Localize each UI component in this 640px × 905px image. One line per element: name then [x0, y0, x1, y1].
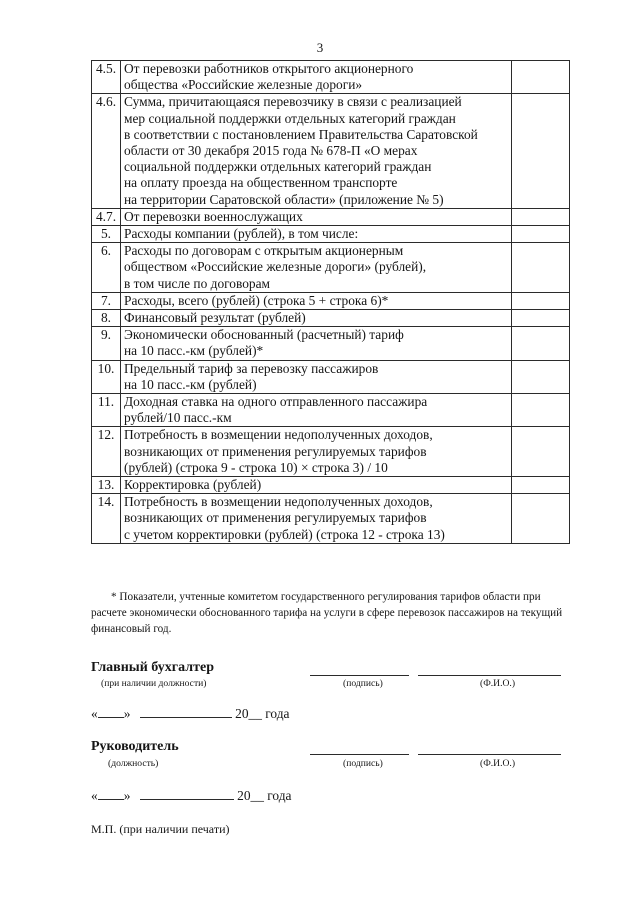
head-position-hint: (должность) — [108, 758, 159, 769]
row-label-line: Потребность в возмещении недополученных доходов, — [124, 494, 433, 510]
table-row — [92, 61, 570, 94]
row-label-line: на оплату проезда на общественном транспорте — [124, 175, 398, 191]
row-number: 13. — [92, 477, 121, 494]
row-label-line: Предельный тариф за перевозку пассажиров — [124, 360, 379, 376]
row-label-line: (рублей) (строка 9 - строка 10) × строка 3) / 10 — [124, 459, 388, 475]
accountant-title: Главный бухгалтер — [91, 660, 214, 675]
row-label — [121, 292, 512, 309]
date-field-1 — [91, 706, 289, 722]
row-label — [121, 394, 512, 427]
row-label — [121, 208, 512, 225]
year-text: 20__ года — [237, 788, 292, 803]
accountant-name-line — [418, 675, 561, 676]
table-row — [92, 394, 570, 427]
row-label-line: рублей/10 пасс.-км — [124, 410, 232, 426]
table-row — [92, 292, 570, 309]
accountant-signature-line — [310, 675, 409, 676]
row-label-line: социальной поддержки отдельных категорий граждан — [124, 159, 432, 175]
page-number: 3 — [316, 40, 324, 55]
table-row — [92, 360, 570, 393]
row-number: 14. — [92, 494, 121, 544]
indicators-table — [91, 60, 570, 544]
row-value-cell — [512, 327, 570, 360]
row-label — [121, 310, 512, 327]
row-label — [121, 243, 512, 293]
table-row — [92, 208, 570, 225]
row-label-line: Доходная ставка на одного отправленного пассажира — [124, 394, 428, 410]
row-number: 11. — [92, 394, 121, 427]
table-row — [92, 494, 570, 544]
row-label-line: на 10 пасс.-км (рублей) — [124, 376, 257, 392]
day-blank — [98, 717, 124, 718]
row-label — [121, 494, 512, 544]
row-label — [121, 427, 512, 477]
row-label-line: в соответствии с постановлением Правительства Саратовской — [124, 126, 478, 142]
table-row — [92, 226, 570, 243]
date-open-quote: « — [91, 788, 98, 803]
row-value-cell — [512, 394, 570, 427]
row-label-line: Финансовый результат (рублей) — [124, 310, 306, 326]
row-number: 6. — [92, 243, 121, 293]
row-value-cell — [512, 477, 570, 494]
row-label — [121, 94, 512, 208]
row-value-cell — [512, 360, 570, 393]
row-label-line: возникающих от применения регулируемых тарифов — [124, 443, 427, 459]
row-number: 4.6. — [92, 94, 121, 208]
head-name-line — [418, 754, 561, 755]
row-number: 5. — [92, 226, 121, 243]
row-label — [121, 360, 512, 393]
table-row — [92, 243, 570, 293]
row-label-line: возникающих от применения регулируемых тарифов — [124, 510, 427, 526]
row-number: 8. — [92, 310, 121, 327]
row-label-line: Сумма, причитающаяся перевозчику в связи с реализацией — [124, 94, 462, 110]
row-value-cell — [512, 292, 570, 309]
head-signature-hint: (подпись) — [343, 758, 383, 769]
table-row — [92, 94, 570, 208]
head-name-hint: (Ф.И.О.) — [480, 758, 516, 769]
row-number: 4.7. — [92, 208, 121, 225]
row-value-cell — [512, 494, 570, 544]
row-label-line: на территории Саратовской области» (приложение № 5) — [124, 191, 444, 207]
row-label-line: Корректировка (рублей) — [124, 477, 262, 493]
head-title: Руководитель — [91, 739, 179, 754]
stamp-note: М.П. (при наличии печати) — [91, 822, 230, 836]
row-value-cell — [512, 61, 570, 94]
footnote — [91, 589, 571, 637]
month-blank — [140, 799, 234, 800]
row-number: 10. — [92, 360, 121, 393]
date-close-quote: » — [123, 706, 131, 721]
row-label-line: Экономически обоснованный (расчетный) тариф — [124, 327, 404, 343]
row-value-cell — [512, 226, 570, 243]
accountant-position-hint: (при наличии должности) — [101, 678, 207, 689]
month-blank — [140, 717, 232, 718]
row-label-line: обществом «Российские железные дороги» (рублей), — [124, 259, 427, 275]
day-blank — [98, 799, 124, 800]
date-open-quote: « — [91, 706, 98, 721]
year-text: 20__ года — [235, 706, 290, 721]
row-label — [121, 61, 512, 94]
row-label — [121, 477, 512, 494]
table-row — [92, 310, 570, 327]
row-label-line: Расходы компании (рублей), в том числе: — [124, 226, 359, 242]
row-number: 9. — [92, 327, 121, 360]
row-value-cell — [512, 427, 570, 477]
row-label — [121, 226, 512, 243]
row-label-line: От перевозки работников открытого акционерного — [124, 61, 414, 76]
row-number: 4.5. — [92, 61, 121, 94]
row-label-line: с учетом корректировки (рублей) (строка 12 - строка 13) — [124, 526, 445, 542]
row-label-line: Расходы, всего (рублей) (строка 5 + строка 6)* — [124, 292, 389, 308]
date-field-2 — [91, 788, 291, 804]
accountant-name-hint: (Ф.И.О.) — [480, 678, 516, 689]
table-row — [92, 327, 570, 360]
row-number: 7. — [92, 292, 121, 309]
head-signature-line — [310, 754, 409, 755]
row-label-line: Расходы по договорам с открытым акционерным — [124, 243, 404, 259]
row-label — [121, 327, 512, 360]
row-value-cell — [512, 243, 570, 293]
row-value-cell — [512, 310, 570, 327]
table-row — [92, 427, 570, 477]
row-label-line: От перевозки военнослужащих — [124, 208, 303, 224]
row-value-cell — [512, 94, 570, 208]
row-value-cell — [512, 208, 570, 225]
date-close-quote: » — [123, 788, 131, 803]
row-label-line: мер социальной поддержки отдельных категорий граждан — [124, 110, 456, 126]
row-label-line: на 10 пасс.-км (рублей)* — [124, 343, 264, 359]
table-body — [92, 61, 570, 544]
row-label-line: общества «Российские железные дороги» — [124, 77, 363, 93]
accountant-signature-hint: (подпись) — [343, 678, 383, 689]
row-label-line: в том числе по договорам — [124, 275, 271, 291]
row-label-line: Потребность в возмещении недополученных доходов, — [124, 427, 433, 443]
footnote-text: * Показатели, учтенные комитетом государственного регулирования тарифов области при расчете экономически обоснованного тарифа на услуги в сфере перевозок пассажиров на текущий финансовый год. — [91, 591, 563, 635]
row-label-line: области от 30 декабря 2015 года № 678-П «О мерах — [124, 143, 418, 159]
row-number: 12. — [92, 427, 121, 477]
table-row — [92, 477, 570, 494]
